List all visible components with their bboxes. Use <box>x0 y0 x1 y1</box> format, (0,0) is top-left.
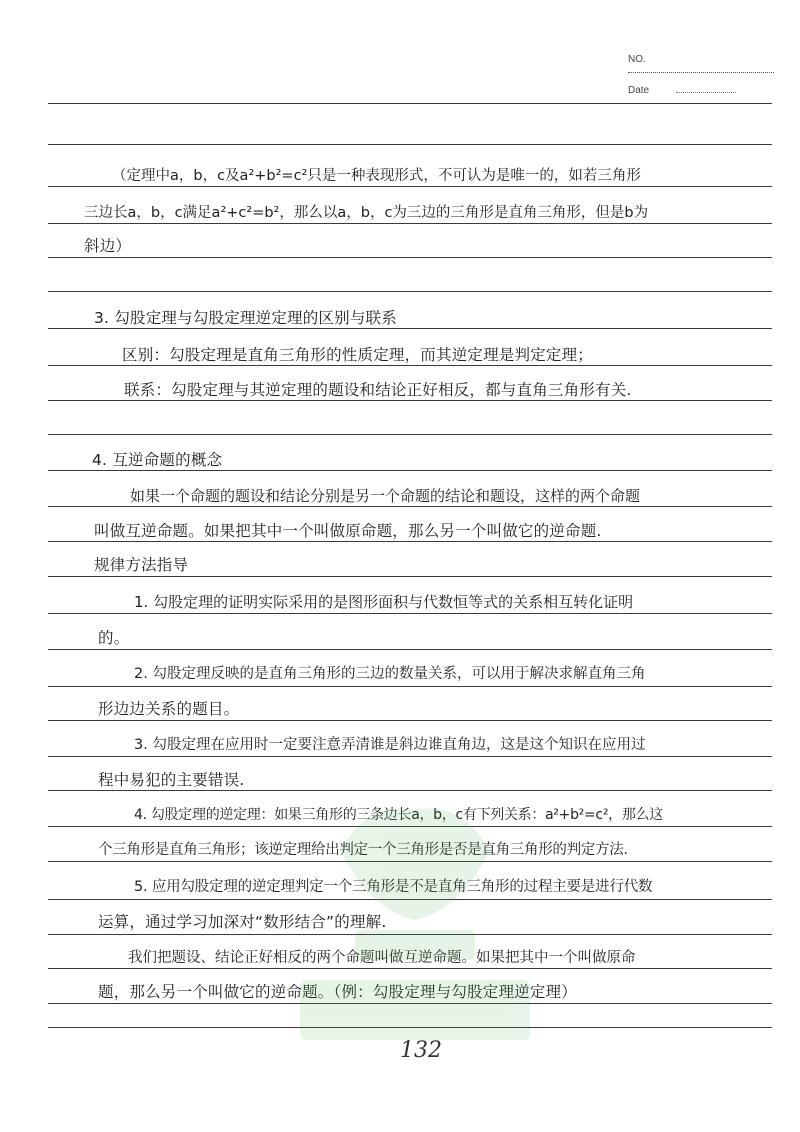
note-line: 程中易犯的主要错误. <box>98 771 245 789</box>
ruled-line <box>48 103 772 104</box>
ruled-line <box>48 1027 772 1028</box>
note-line: 题，那么另一个叫做它的逆命题。（例：勾股定理与勾股定理逆定理） <box>98 983 577 1001</box>
ruled-line <box>48 576 772 577</box>
no-dotted-line <box>628 72 774 73</box>
section-heading: 3. 勾股定理与勾股定理逆定理的区别与联系 <box>94 309 397 327</box>
note-line: 5. 应用勾股定理的逆定理判定一个三角形是不是直角三角形的过程主要是进行代数 <box>134 879 653 895</box>
note-line: 形边边关系的题目。 <box>98 700 240 718</box>
note-line: 叫做互逆命题。如果把其中一个叫做原命题，那么另一个叫做它的逆命题. <box>94 522 602 540</box>
ruled-line <box>48 144 772 145</box>
ruled-line <box>48 257 772 258</box>
note-line: 如果一个命题的题设和结论分别是另一个命题的结论和题设，这样的两个命题 <box>130 487 641 505</box>
ruled-line <box>48 790 772 791</box>
ruled-line <box>48 506 772 507</box>
section-heading: 规律方法指导 <box>94 556 189 574</box>
ruled-line <box>48 400 772 401</box>
ruled-line <box>48 899 772 900</box>
ruled-line <box>48 756 772 757</box>
section-heading: 4. 互逆命题的概念 <box>92 451 223 469</box>
ruled-line <box>48 470 772 471</box>
note-line: （定理中a，b，c及a²+b²=c²只是一种表现形式，不可认为是唯一的，如若三角形 <box>112 168 641 184</box>
ruled-line <box>48 720 772 721</box>
no-label: NO. <box>628 54 646 65</box>
ruled-line <box>48 223 772 224</box>
note-line: 我们把题设、结论正好相反的两个命题叫做互逆命题。如果把其中一个叫做原命 <box>128 950 636 966</box>
note-line: 斜边） <box>84 237 132 255</box>
notebook-header <box>628 52 778 102</box>
note-line: 1. 勾股定理的证明实际采用的是图形面积与代数恒等式的关系相互转化证明 <box>134 593 634 611</box>
ruled-line <box>48 186 772 187</box>
ruled-line <box>48 686 772 687</box>
note-line: 的。 <box>98 629 130 647</box>
ruled-line <box>48 328 772 329</box>
note-line: 联系：勾股定理与其逆定理的题设和结论正好相反，都与直角三角形有关. <box>124 381 632 399</box>
ruled-line <box>48 434 772 435</box>
ruled-line <box>48 968 772 969</box>
ruled-line <box>48 1003 772 1004</box>
page-number: 132 <box>400 1038 442 1063</box>
date-dotted-line <box>676 92 736 93</box>
note-line: 4. 勾股定理的逆定理：如果三角形的三条边长a，b，c有下列关系：a²+b²=c²，那么这 <box>134 807 663 823</box>
note-line: 3. 勾股定理在应用时一定要注意弄清谁是斜边谁直角边，这是这个知识在应用过 <box>134 737 646 753</box>
ruled-line <box>48 365 772 366</box>
note-line: 运算，通过学习加深对“数形结合”的理解. <box>98 913 387 931</box>
ruled-line <box>48 649 772 650</box>
note-line: 三边长a，b，c满足a²+c²=b²，那么以a，b，c为三边的三角形是直角三角形，但是b为 <box>84 205 649 221</box>
ruled-line <box>48 613 772 614</box>
note-line: 个三角形是直角三角形；该逆定理给出判定一个三角形是否是直角三角形的判定方法. <box>98 842 628 858</box>
ruled-line <box>48 291 772 292</box>
ruled-line <box>48 934 772 935</box>
note-line: 2. 勾股定理反映的是直角三角形的三边的数量关系，可以用于解决求解直角三角 <box>134 666 646 682</box>
ruled-line <box>48 861 772 862</box>
date-label: Date <box>628 85 650 96</box>
note-line: 区别：勾股定理是直角三角形的性质定理，而其逆定理是判定定理； <box>122 346 594 364</box>
ruled-line <box>48 826 772 827</box>
ruled-line <box>48 541 772 542</box>
